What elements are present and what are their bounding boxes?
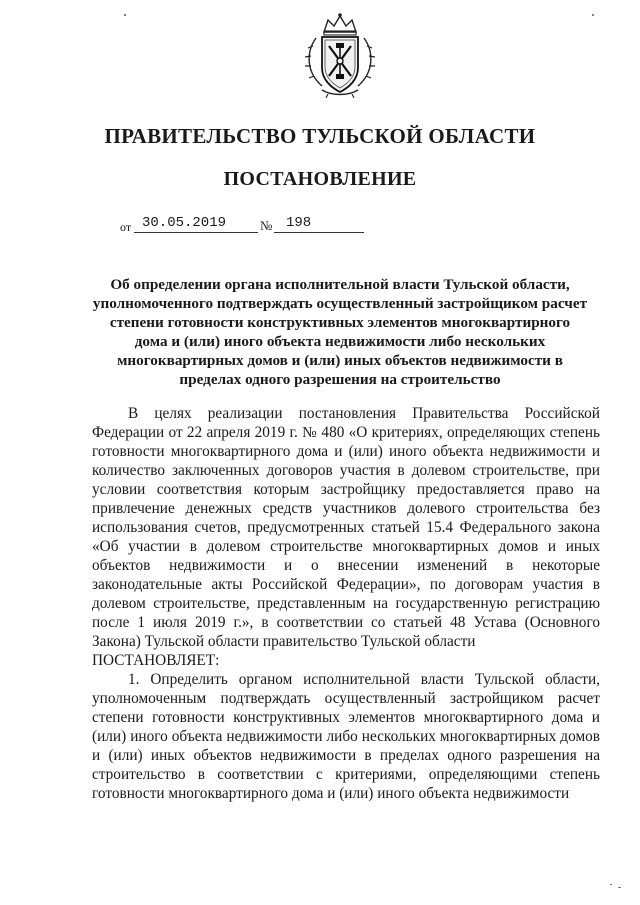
resolve-heading: ПОСТАНОВЛЯЕТ: [92,652,220,669]
document-type: ПОСТАНОВЛЕНИЕ [223,168,417,190]
scan-speck [592,14,594,16]
document-number: 198 [286,215,312,231]
number-underline [274,232,364,233]
preamble-paragraph: В целях реализации постановления Правительства Российской Федерации от 22 апреля 2019 г. № 480 «О критериях, определяющих степень готовности многоквартирного дома и (или) иного объекта недвижимости и количество заключенных договоров участия в долевом строительстве, при условии соответствия которым застройщику предоставляется право на привлечение денежных средств участников долевого строительства без использования счетов, предусмотренных статьей 15.4 Федерального закона «Об участии в долевом строительстве многоквартирных домов и иных объектов недвижимости и о внесении изменений в некоторые законодательные акты Российской Федерации», по договорам участия в долевом строительстве, представленным на государственную регистрацию после 1 июля 2019 г.», в соответствии со статьей 48 Устава (Основного Закона) Тульской области правительство Тульской области [92,405,600,650]
document-date: 30.05.2019 [142,215,227,231]
date-label: от [120,220,132,234]
item-1-paragraph: 1. Определить органом исполнительной власти Тульской области, уполномоченным подтверждать осуществленный застройщиком расчет степени готовности конструктивных элементов многоквартирного дома и (или) иного объекта недвижимости либо нескольких многоквартирных домов и (или) иных объектов недвижимости в пределах одного разрешения на строительство в соответствии с критериями, определяющими степень готовности многоквартирного дома и (или) иного объекта недвижимости [92,671,600,802]
scan-speck [124,14,126,16]
scan-speck [618,887,621,888]
scan-speck [610,884,612,885]
document-subject: Об определении органа исполнительной власти Тульской области, уполномоченного подтверждать осуществленный застройщиком расчет степени готовности конструктивных элементов многоквартирного дома и (или) иного объекта недвижимости либо нескольких многоквартирных домов и (или) иных объектов недвижимости в пределах одного разрешения на строительство [92,276,588,388]
government-title: ПРАВИТЕЛЬСТВО ТУЛЬСКОЙ ОБЛАСТИ [104,124,536,148]
date-underline [134,232,258,233]
number-label: № [260,218,273,233]
coat-of-arms-icon [298,10,382,100]
document-body [92,404,600,803]
